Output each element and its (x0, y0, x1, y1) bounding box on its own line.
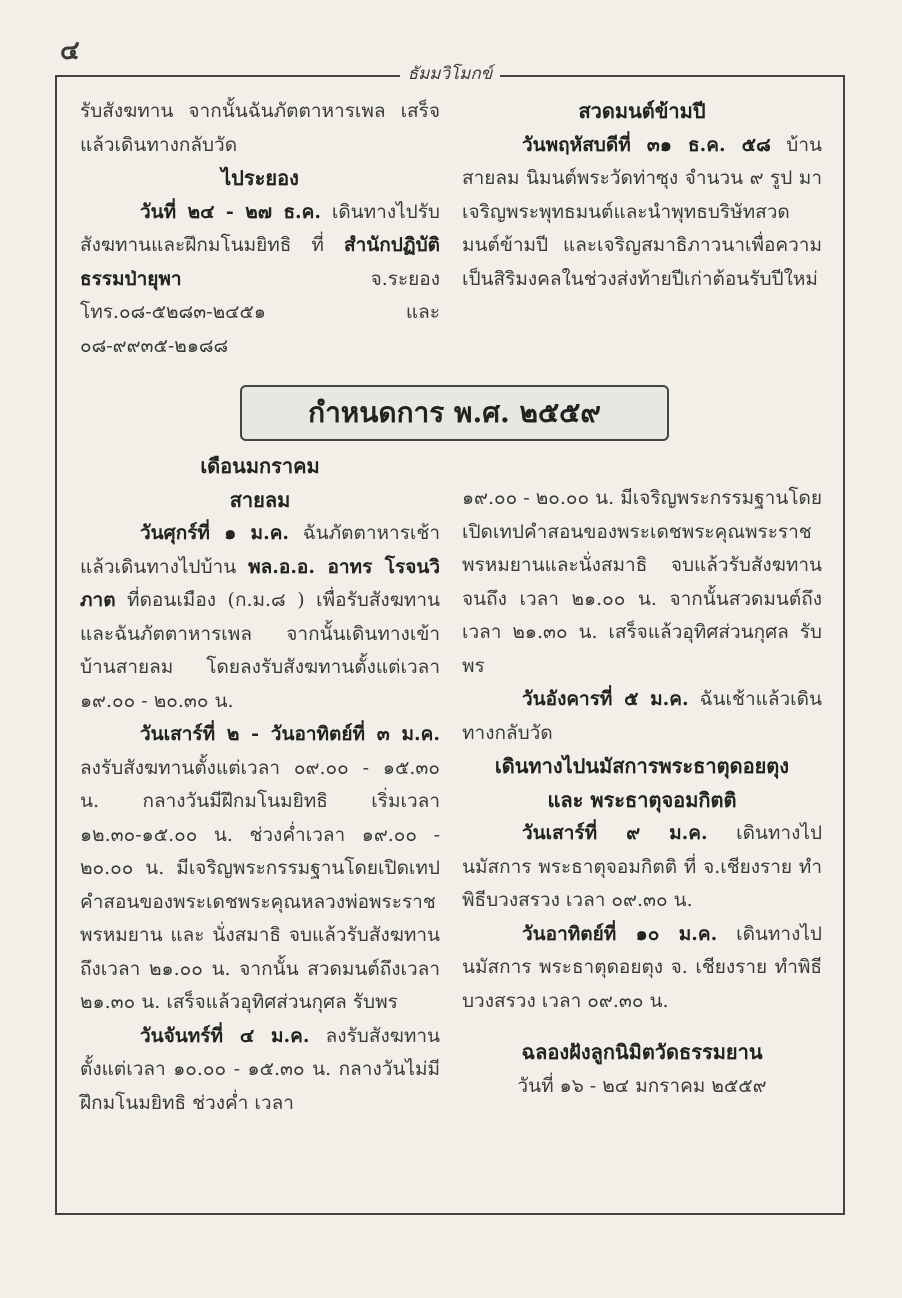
celebration-date: วันที่ ๑๖ - ๒๔ มกราคม ๒๕๕๙ (517, 1074, 767, 1097)
running-header (55, 60, 845, 87)
celebration-heading: ฉลองฝังลูกนิมิตวัดธรรมยาน (521, 1040, 763, 1064)
jan2-date: วันเสาร์ที่ ๒ - วันอาทิตย์ที่ ๓ ม.ค. (140, 723, 440, 745)
rayong-heading: ไประยอง (221, 166, 299, 190)
rayong-text-a: เดินทางไปรับสังฆทานและฝึกมโนมยิทธิ ที่ (80, 200, 440, 256)
jan9-date: วันเสาร์ที่ ๙ ม.ค. (522, 822, 708, 844)
pilgrimage-subheading: และ พระธาตุจอมกิตติ (547, 787, 737, 812)
jan10-paragraph (462, 918, 822, 1019)
jan1-paragraph (80, 517, 440, 718)
jan5-paragraph (462, 683, 822, 750)
rayong-place: สำนักปฏิบัติธรรมป่ายุพา (80, 234, 440, 290)
jan5-date: วันอังคารที่ ๕ ม.ค. (522, 688, 689, 710)
rayong-date: วันที่ ๒๔ - ๒๗ ธ.ค. (140, 200, 321, 223)
left-intro-paragraph: รับสังฆทาน จากนั้นฉันภัตตาหารเพล เสร็จแล้วเดินทางกลับวัด (80, 100, 440, 156)
right-top-column (462, 95, 822, 296)
new-year-paragraph (462, 129, 822, 297)
rayong-paragraph (80, 196, 440, 364)
left-bottom-column (80, 450, 440, 1120)
jan9-text: เดินทางไปนมัสการ พระธาตุจอมกิตติ ที่ จ.เชียงราย ทำพิธีบวงสรวง เวลา ๐๙.๓๐ น. (462, 822, 822, 911)
jan4-text: ลงรับสังฆทานตั้งแต่เวลา ๑๐.๐๐ - ๑๕.๓๐ น. กลางวันไม่มีฝึกมโนมยิทธิ ช่วงค่ำ เวลา (80, 1024, 441, 1114)
jan1-text-b: ที่ดอนเมือง (ก.ม.๘ ) เพื่อรับสังฆทานและฉันภัตตาหารเพล จากนั้นเดินทางเข้าบ้านสายลม โดยลงรับสังฆทานตั้งแต่เวลา ๑๙.๐๐ - ๒๐.๓๐ น. (80, 589, 440, 712)
jan4-paragraph (80, 1020, 440, 1121)
jan5-text: ฉันเช้าแล้วเดินทางกลับวัด (462, 688, 822, 744)
place-heading: สายลม (229, 487, 291, 512)
rayong-text-b: จ.ระยอง โทร.๐๘-๕๒๘๓-๒๔๕๑ และ ๐๘-๙๙๓๕-๒๑๘๘ (80, 267, 440, 357)
month-heading: เดือนมกราคม (200, 454, 320, 478)
left-top-column (80, 95, 440, 363)
new-year-heading: สวดมนต์ข้ามปี (578, 99, 706, 123)
jan1-person: พล.อ.อ. อาทร โรจนวิภาต (80, 555, 440, 611)
page-number: ๔ (60, 36, 80, 66)
jan1-text-a: ฉันภัตตาหารเช้าแล้วเดินทางไปบ้าน (80, 522, 440, 578)
right-bottom-column (462, 482, 822, 1103)
jan10-date: วันอาทิตย์ที่ ๑๐ ม.ค. (522, 922, 718, 945)
schedule-banner: กำหนดการ พ.ศ. ๒๕๕๙ (240, 385, 669, 441)
new-year-text: บ้านสายลม นิมนต์พระวัดท่าซุง จำนวน ๙ รูป มาเจริญพระพุทธมนต์และนำพุทธบริษัทสวดมนต์ข้ามปี และเจริญสมาธิภาวนาเพื่อความเป็นสิริมงคลในช่วงส่งท้ายปีเก่าต้อนรับปีใหม่ (462, 133, 822, 290)
running-header-text: ธัมมวิโมกข์ (400, 64, 501, 84)
pilgrimage-heading: เดินทางไปนมัสการพระธาตุดอยตุง (494, 754, 790, 778)
jan4-continued: ๑๙.๐๐ - ๒๐.๐๐ น. มีเจริญพระกรรมฐานโดยเปิดเทปคำสอนของพระเดชพระคุณพระราชพรหมยานและนั่งสมาธิ จบแล้วรับสังฆทานจนถึง เวลา ๒๑.๐๐ น. จากนั้นสวดมนต์ถึงเวลา ๒๑.๓๐ น. เสร็จแล้วอุทิศส่วนกุศล รับพร (462, 487, 822, 677)
jan9-paragraph (462, 817, 822, 918)
jan1-date: วันศุกร์ที่ ๑ ม.ค. (140, 522, 290, 544)
jan2-text: ลงรับสังฆทานตั้งแต่เวลา ๐๙.๐๐ - ๑๕.๓๐ น. กลางวันมีฝึกมโนมยิทธิ เริ่มเวลา ๑๒.๓๐-๑๕.๐๐ น. ช่วงค่ำเวลา ๑๙.๐๐ - ๒๐.๐๐ น. มีเจริญพระกรรมฐานโดยเปิดเทปคำสอนของพระเดชพระคุณหลวงพ่อพระราชพรหมยาน และ นั่งสมาธิ จบแล้วรับสังฆทาน ถึงเวลา ๒๑.๐๐ น. จากนั้น สวดมนต์ถึงเวลา ๒๑.๓๐ น. เสร็จแล้วอุทิศส่วนกุศล รับพร (80, 756, 440, 1013)
jan2-paragraph (80, 718, 440, 1020)
jan4-date: วันจันทร์ที่ ๔ ม.ค. (140, 1024, 310, 1047)
jan10-text: เดินทางไปนมัสการ พระธาตุดอยตุง จ. เชียงราย ทำพิธีบวงสรวง เวลา ๐๙.๓๐ น. (462, 922, 822, 1012)
new-year-date: วันพฤหัสบดีที่ ๓๑ ธ.ค. ๕๘ (522, 133, 771, 156)
